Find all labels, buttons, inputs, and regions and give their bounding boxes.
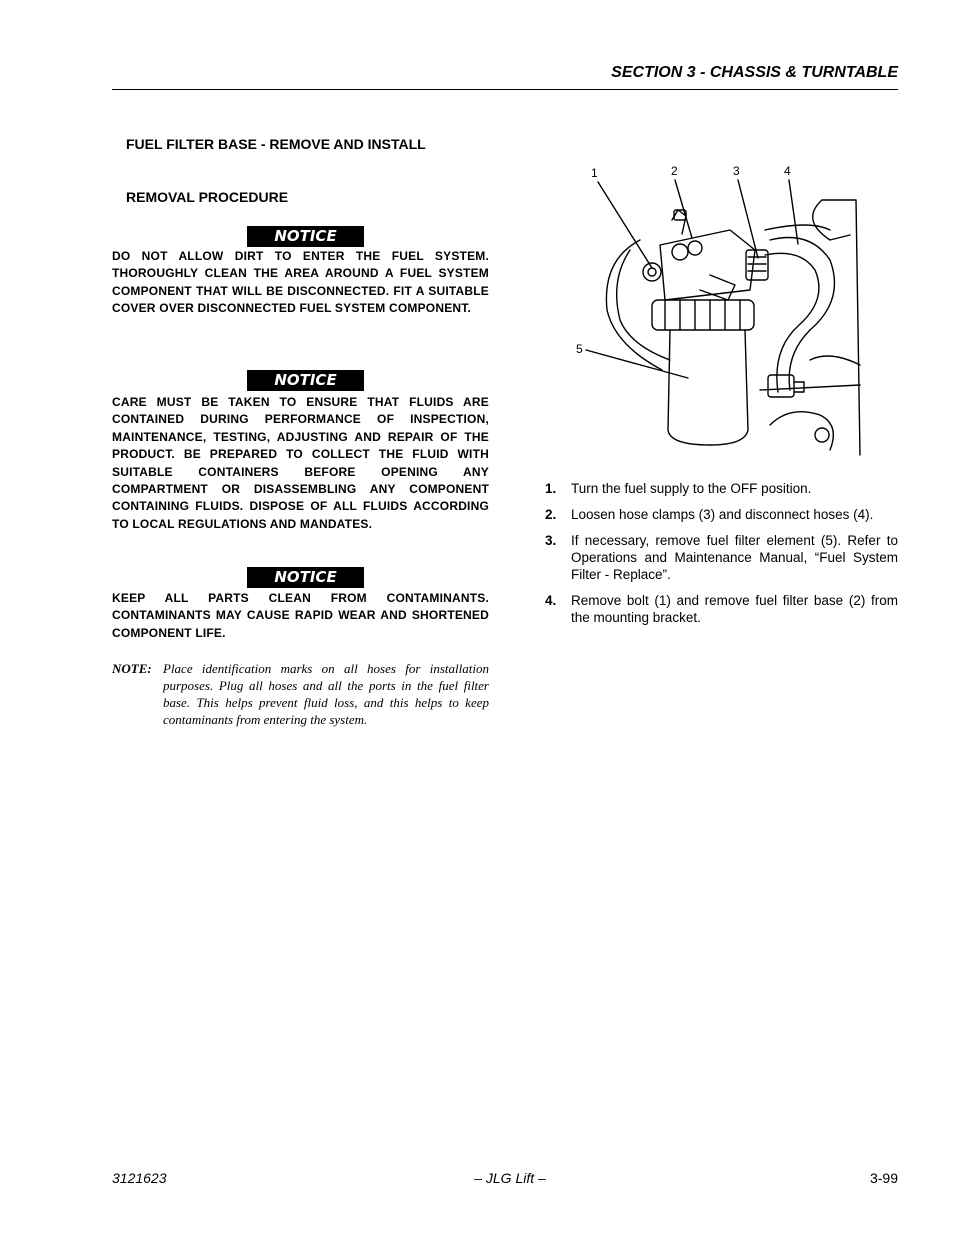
notice-text-2: CARE MUST BE TAKEN TO ENSURE THAT FLUIDS ARE CONTAINED DURING PERFORMANCE OF INSPECTION, MAINTENANCE, TESTING, ADJUSTING AND REPAIR OF THE PRODUCT. BE PREPARED TO COLLECT THE FLUID WITH SUITABLE CONTAINERS BEFORE OPENING ANY COMPARTMENT OR DISASSEMBLING ANY COMPONENT CONTAINING FLUIDS. DISPOSE OF ALL FLUIDS ACCORDING TO LOCAL REGULATIONS AND MANDATES. — [112, 395, 489, 531]
step-item — [545, 592, 898, 626]
notice-badge-1: NOTICE — [247, 226, 364, 247]
footer-doc-number: 3121623 — [112, 1170, 167, 1186]
callout-5: 5 — [576, 342, 583, 356]
step-text: Loosen hose clamps (3) and disconnect hoses (4). — [571, 507, 874, 522]
procedure-title: FUEL FILTER BASE - REMOVE AND INSTALL — [126, 136, 426, 152]
note-label: NOTE: — [112, 661, 152, 676]
header-rule — [112, 89, 898, 90]
callout-3: 3 — [733, 164, 740, 178]
notice-badge-2: NOTICE — [247, 370, 364, 391]
step-number: 4. — [545, 593, 557, 608]
note-text: Place identification marks on all hoses for installation purposes. Plug all hoses and all the ports in the fuel filter base. This helps prevent fluid loss, and this helps to keep contaminants from entering the system. — [163, 661, 489, 727]
step-number: 2. — [545, 507, 557, 522]
step-number: 1. — [545, 481, 557, 496]
footer-page-number: 3-99 — [869, 1170, 898, 1186]
callout-2: 2 — [671, 164, 678, 178]
notice-text-1: DO NOT ALLOW DIRT TO ENTER THE FUEL SYSTEM. THOROUGHLY CLEAN THE AREA AROUND A FUEL SYSTEM COMPONENT THAT WILL BE DISCONNECTED. FIT A SUITABLE COVER OVER DISCONNECTED FUEL SYSTEM COMPONENT. — [112, 249, 489, 316]
notice-badge-3: NOTICE — [247, 567, 364, 588]
footer-center: – JLG Lift – — [474, 1170, 546, 1186]
step-text: If necessary, remove fuel filter element (5). Refer to Operations and Maintenance Manual, “Fuel System Filter - Replace”. — [571, 533, 898, 582]
step-item — [545, 480, 898, 497]
step-item — [545, 532, 898, 583]
step-item — [545, 506, 898, 523]
step-number: 3. — [545, 533, 557, 548]
removal-heading: REMOVAL PROCEDURE — [126, 189, 289, 205]
notice-text-3: KEEP ALL PARTS CLEAN FROM CONTAMINANTS. CONTAMINANTS MAY CAUSE RAPID WEAR AND SHORTENED COMPONENT LIFE. — [112, 591, 489, 640]
step-text: Remove bolt (1) and remove fuel filter base (2) from the mounting bracket. — [571, 593, 898, 625]
fuel-filter-illustration — [560, 160, 870, 460]
step-text: Turn the fuel supply to the OFF position. — [571, 481, 812, 496]
callout-4: 4 — [784, 164, 791, 178]
section-header: SECTION 3 - CHASSIS & TURNTABLE — [611, 64, 898, 81]
callout-1: 1 — [591, 166, 598, 180]
removal-steps — [545, 480, 898, 635]
